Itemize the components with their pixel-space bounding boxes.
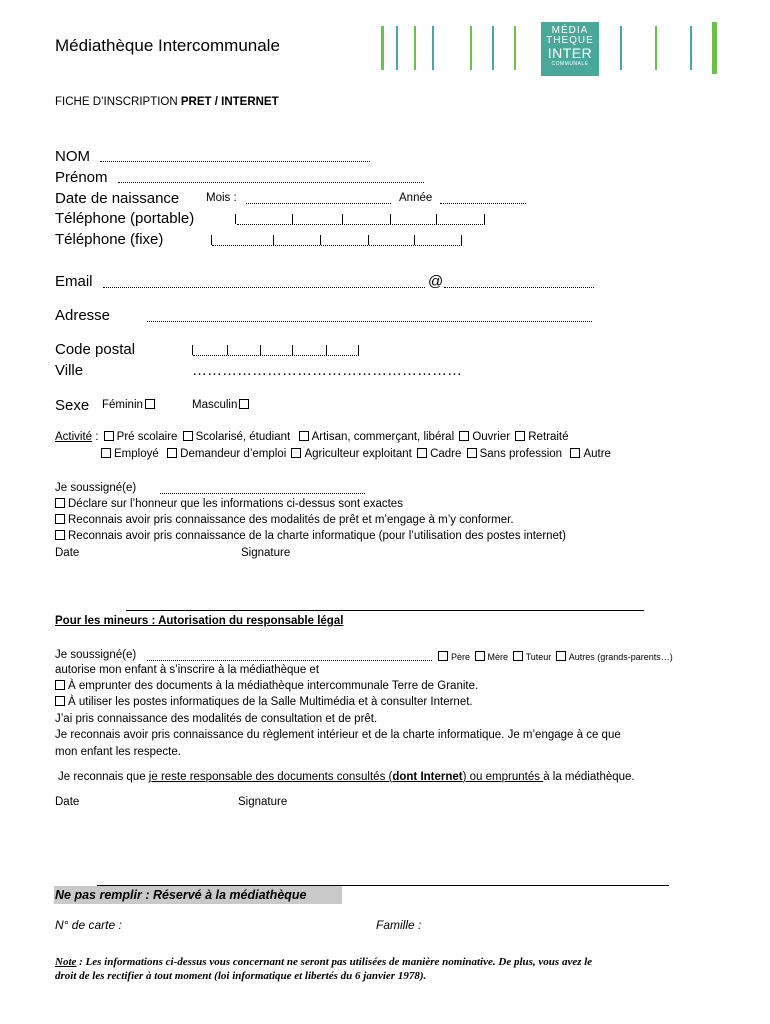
mois-field[interactable] xyxy=(246,203,391,204)
checkbox-mere[interactable] xyxy=(475,651,485,661)
sexe-label: Sexe xyxy=(55,397,90,414)
checkbox-masculin[interactable] xyxy=(239,399,249,409)
checkbox-ouvrier[interactable] xyxy=(459,431,469,441)
mineurs-reconnais-1: Je reconnais avoir pris connaissance du règlement intérieur et de la charte informatique. Je m’engage à ce que xyxy=(55,729,621,741)
prenom-field[interactable] xyxy=(118,182,424,183)
declaration-item[interactable]: Déclare sur l’honneur que les informations ci-dessus sont exactes xyxy=(53,498,403,510)
mineurs-pris: J’ai pris connaissance des modalités de consultation et de prêt. xyxy=(55,713,378,725)
mois-label: Mois : xyxy=(206,192,237,204)
nom-label: NOM xyxy=(55,148,90,165)
declaration-item[interactable]: Reconnais avoir pris connaissance des modalités de prêt et m’engage à m’y conformer. xyxy=(53,514,514,526)
date-naissance-label: Date de naissance xyxy=(55,190,180,207)
checkbox-cadre[interactable] xyxy=(417,448,427,458)
tel-portable-label: Téléphone (portable) xyxy=(55,210,195,227)
note-line-1: Note : Les informations ci-dessus vous concernant ne seront pas utilisées de manière nominative. De plus, vous avez le xyxy=(55,956,593,968)
mineurs-item[interactable]: À emprunter des documents à la médiathèque intercommunale Terre de Granite. xyxy=(53,680,478,692)
page-title: Médiathèque Intercommunale xyxy=(55,36,280,55)
ville-field[interactable]: ……………………………………………… xyxy=(192,362,462,379)
checkbox-internet[interactable] xyxy=(55,696,65,706)
mineurs-date-label: Date xyxy=(55,796,80,808)
section-divider xyxy=(126,610,644,611)
mineurs-autorise: autorise mon enfant à s’inscrire à la médiathèque et xyxy=(55,664,320,676)
logo: MÉDIA THEQUE INTER COMMUNALE xyxy=(541,22,599,76)
declaration-item[interactable]: Reconnais avoir pris connaissance de la charte informatique (pour l’utilisation des postes internet) xyxy=(53,530,566,542)
checkbox-sans-profession[interactable] xyxy=(467,448,477,458)
adresse-field[interactable] xyxy=(147,321,592,322)
checkbox-retraite[interactable] xyxy=(515,431,525,441)
carte-label: N° de carte : xyxy=(55,918,122,932)
checkbox-employe[interactable] xyxy=(101,448,111,458)
email-label: Email xyxy=(55,273,93,290)
checkbox-pre-scolaire[interactable] xyxy=(104,431,114,441)
declaration-name-field[interactable] xyxy=(160,493,365,494)
prenom-label: Prénom xyxy=(55,169,108,186)
mineurs-soussigne: Je soussigné(e) xyxy=(55,649,137,661)
tel-fixe-label: Téléphone (fixe) xyxy=(55,231,164,248)
activite-row-1: Activité : Pré scolaire Scolarisé, étudiant Artisan, commerçant, libéral Ouvrier Retraité xyxy=(55,431,569,443)
mineurs-roles: Père Mère Tuteur Autres (grands-parents…) xyxy=(436,651,673,662)
mineurs-name-field[interactable] xyxy=(147,660,432,661)
annee-field[interactable] xyxy=(440,203,526,204)
checkbox-agriculteur[interactable] xyxy=(291,448,301,458)
checkbox-demandeur[interactable] xyxy=(167,448,177,458)
mineurs-item[interactable]: À utiliser les postes informatiques de la Salle Multimédia et à consulter Internet. xyxy=(53,696,473,708)
at-sign: @ xyxy=(428,273,444,290)
reserve-heading: Ne pas remplir : Réservé à la médiathèque xyxy=(55,888,307,902)
checkbox-scolarise[interactable] xyxy=(183,431,193,441)
checkbox-declaration-3[interactable] xyxy=(55,530,65,540)
checkbox-autre[interactable] xyxy=(570,448,580,458)
activite-row-2: Employé Demandeur d’emploi Agriculteur exploitant Cadre Sans profession Autre xyxy=(99,448,611,460)
email-domain-field[interactable] xyxy=(444,287,594,288)
checkbox-autres[interactable] xyxy=(556,651,566,661)
mineurs-responsabilite: Je reconnais que je reste responsable des documents consultés (dont Internet) ou empruntés à la médiathèque. xyxy=(58,771,635,783)
annee-label: Année xyxy=(399,192,433,204)
checkbox-emprunter[interactable] xyxy=(55,680,65,690)
nom-field[interactable] xyxy=(100,161,370,162)
checkbox-pere[interactable] xyxy=(438,651,448,661)
checkbox-declaration-1[interactable] xyxy=(55,498,65,508)
declaration-signature-label: Signature xyxy=(241,547,291,559)
checkbox-tuteur[interactable] xyxy=(513,651,523,661)
adresse-label: Adresse xyxy=(55,307,111,324)
email-user-field[interactable] xyxy=(103,287,425,288)
sexe-masculin[interactable]: Masculin xyxy=(192,399,252,411)
code-postal-label: Code postal xyxy=(55,341,136,358)
checkbox-declaration-2[interactable] xyxy=(55,514,65,524)
declaration-date-label: Date xyxy=(55,547,80,559)
famille-label: Famille : xyxy=(376,918,422,932)
mineurs-reconnais-2: mon enfant les respecte. xyxy=(55,746,181,758)
note-line-2: droit de les rectifier à tout moment (loi informatique et libertés du 6 janvier 1978). xyxy=(55,970,427,982)
declaration-soussigne: Je soussigné(e) xyxy=(55,482,137,494)
checkbox-artisan[interactable] xyxy=(299,431,309,441)
sexe-feminin[interactable]: Féminin xyxy=(102,399,158,411)
mineurs-heading: Pour les mineurs : Autorisation du responsable légal xyxy=(55,615,344,627)
activite-label: Activité xyxy=(55,431,93,443)
form-subtitle: FICHE D’INSCRIPTION PRET / INTERNET xyxy=(55,96,279,108)
mineurs-signature-label: Signature xyxy=(238,796,288,808)
ville-label: Ville xyxy=(55,362,84,379)
checkbox-feminin[interactable] xyxy=(145,399,155,409)
